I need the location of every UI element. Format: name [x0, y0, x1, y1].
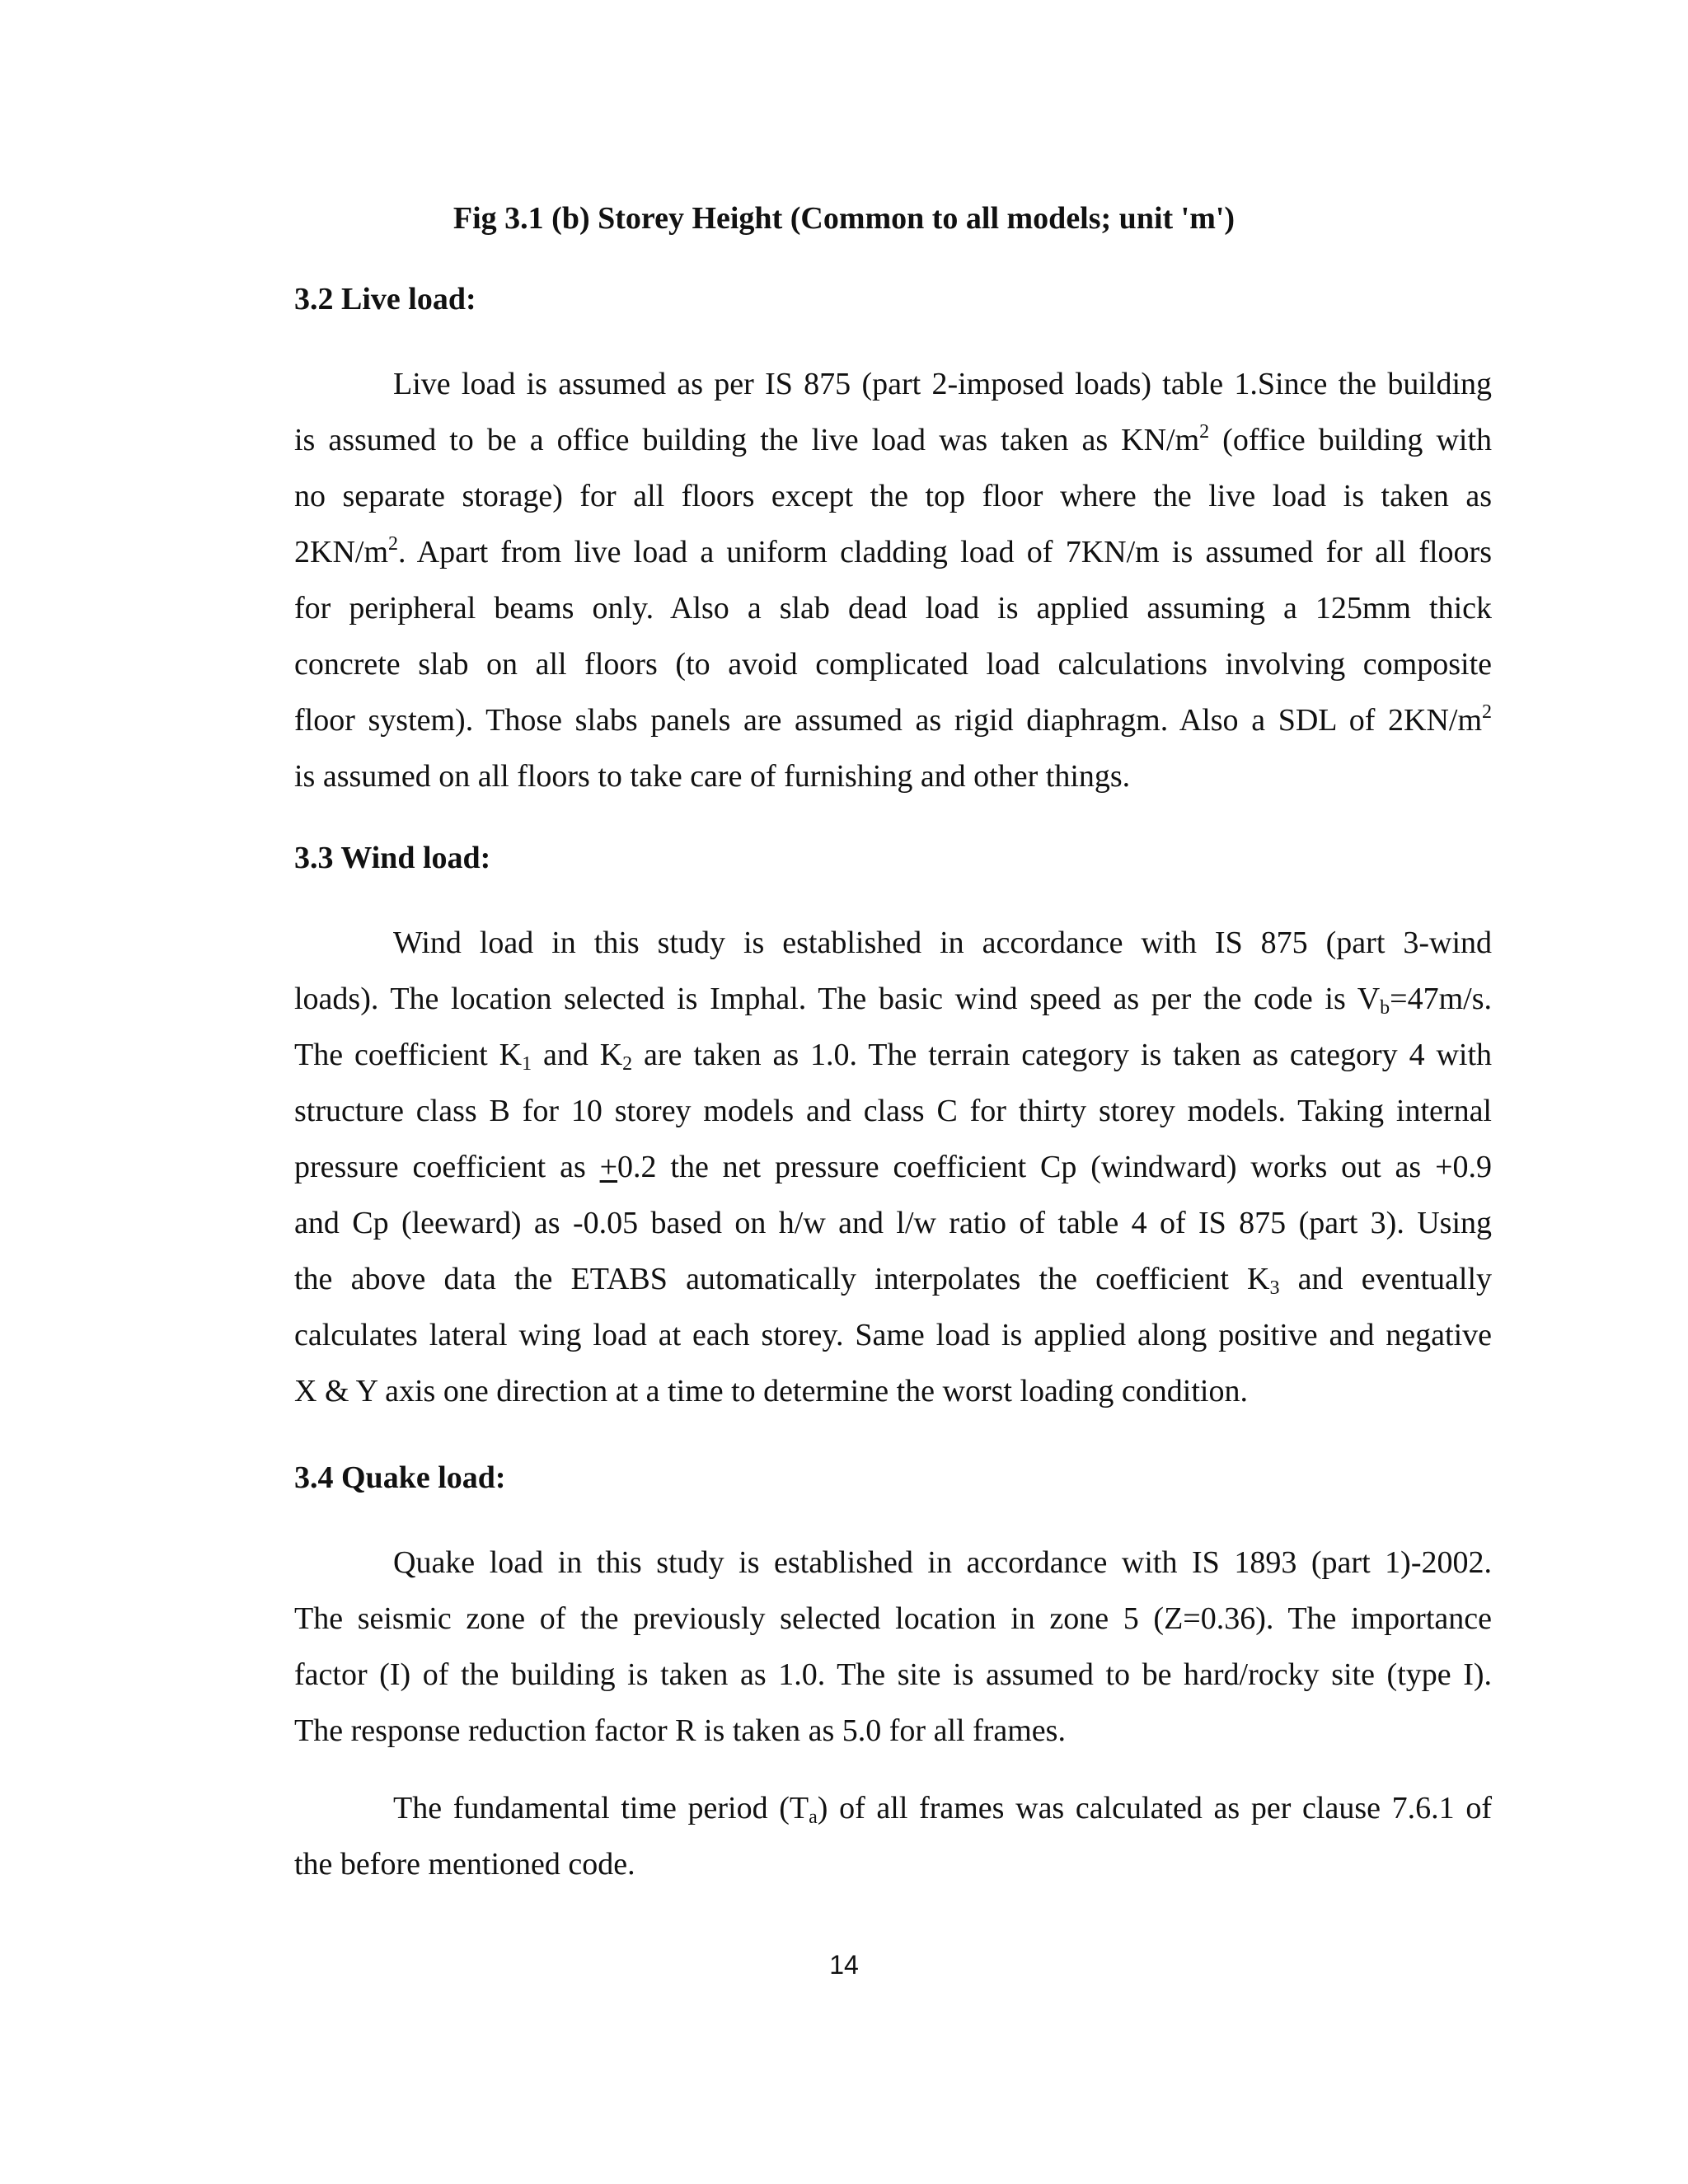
text-line: The seismic zone of the previously selected location in zone 5 (Z=0.36). The importance — [294, 1601, 1492, 1636]
text-line: loads). The location selected is Imphal. The basic wind speed as per the code is $V_b=47m/s$. — [294, 982, 1492, 1019]
section-heading-quake-load: 3.4 Quake load: — [294, 1460, 506, 1495]
text-line: X & Y axis one direction at a time to determine the worst loading condition. — [294, 1374, 1248, 1408]
live-load-paragraph — [294, 356, 1492, 804]
text-line: Wind load in this study is established in accordance with IS 875 (part 3-wind — [393, 926, 1492, 960]
text-line: $2KN/m^2$. Apart from live load a uniform cladding load of 7KN/m is assumed for all floors — [294, 533, 1492, 569]
text-line: structure class B for 10 storey models and class C for thirty storey models. Taking internal — [294, 1094, 1492, 1128]
text-line: no separate storage) for all floors except the top floor where the live load is taken as — [294, 479, 1492, 513]
quake-load-paragraph — [294, 1535, 1492, 1759]
text-line: floor system). Those slabs panels are assumed as rigid diaphragm. Also a SDL of $2KN/m^2$ — [294, 701, 1492, 738]
text-line: and Cp (leeward) as -0.05 based on h/w and l/w ratio of table 4 of IS 875 (part 3). Using — [294, 1206, 1492, 1240]
text-line: Live load is assumed as per IS 875 (part 2-imposed loads) table 1.Since the building — [393, 367, 1492, 401]
text-line: concrete slab on all floors (to avoid complicated load calculations involving composite — [294, 647, 1492, 682]
text-line: for peripheral beams only. Also a slab dead load is applied assuming a 125mm thick — [294, 591, 1492, 626]
text-line: the before mentioned code. — [294, 1847, 635, 1882]
text-line: The coefficient $K_1$ and $K_2$ are taken as 1.0. The terrain category is taken as category 4 with — [294, 1038, 1493, 1075]
time-period-paragraph — [294, 1780, 1492, 1892]
text-line: the above data the ETABS automatically interpolates the coefficient $K_3$ and eventually — [294, 1262, 1492, 1299]
text-line: The response reduction factor R is taken as 5.0 for all frames. — [294, 1713, 1066, 1748]
text-line: The fundamental time period $(T_a)$ of all frames was calculated as per clause 7.6.1 of — [393, 1791, 1492, 1828]
figure-caption: Fig 3.1 (b) Storey Height (Common to all models; unit 'm') — [452, 201, 1236, 236]
text-line: is assumed to be a office building the live load was taken as $KN/m^2$ (office building with — [294, 421, 1492, 457]
text-line: pressure coefficient as +0.2 the net pressure coefficient Cp (windward) works out as +0.9 — [294, 1150, 1492, 1184]
wind-load-paragraph — [294, 915, 1492, 1419]
section-heading-wind-load: 3.3 Wind load: — [294, 841, 491, 875]
section-heading-live-load: 3.2 Live load: — [294, 282, 476, 316]
text-line: factor (I) of the building is taken as 1.0. The site is assumed to be hard/rocky site (type I). — [294, 1657, 1492, 1692]
text-line: Quake load in this study is established in accordance with IS 1893 (part 1)-2002. — [393, 1545, 1492, 1580]
page-number: 14 — [829, 1950, 859, 1980]
text-line: calculates lateral wing load at each storey. Same load is applied along positive and negative — [294, 1318, 1492, 1352]
text-line: is assumed on all floors to take care of furnishing and other things. — [294, 759, 1131, 794]
